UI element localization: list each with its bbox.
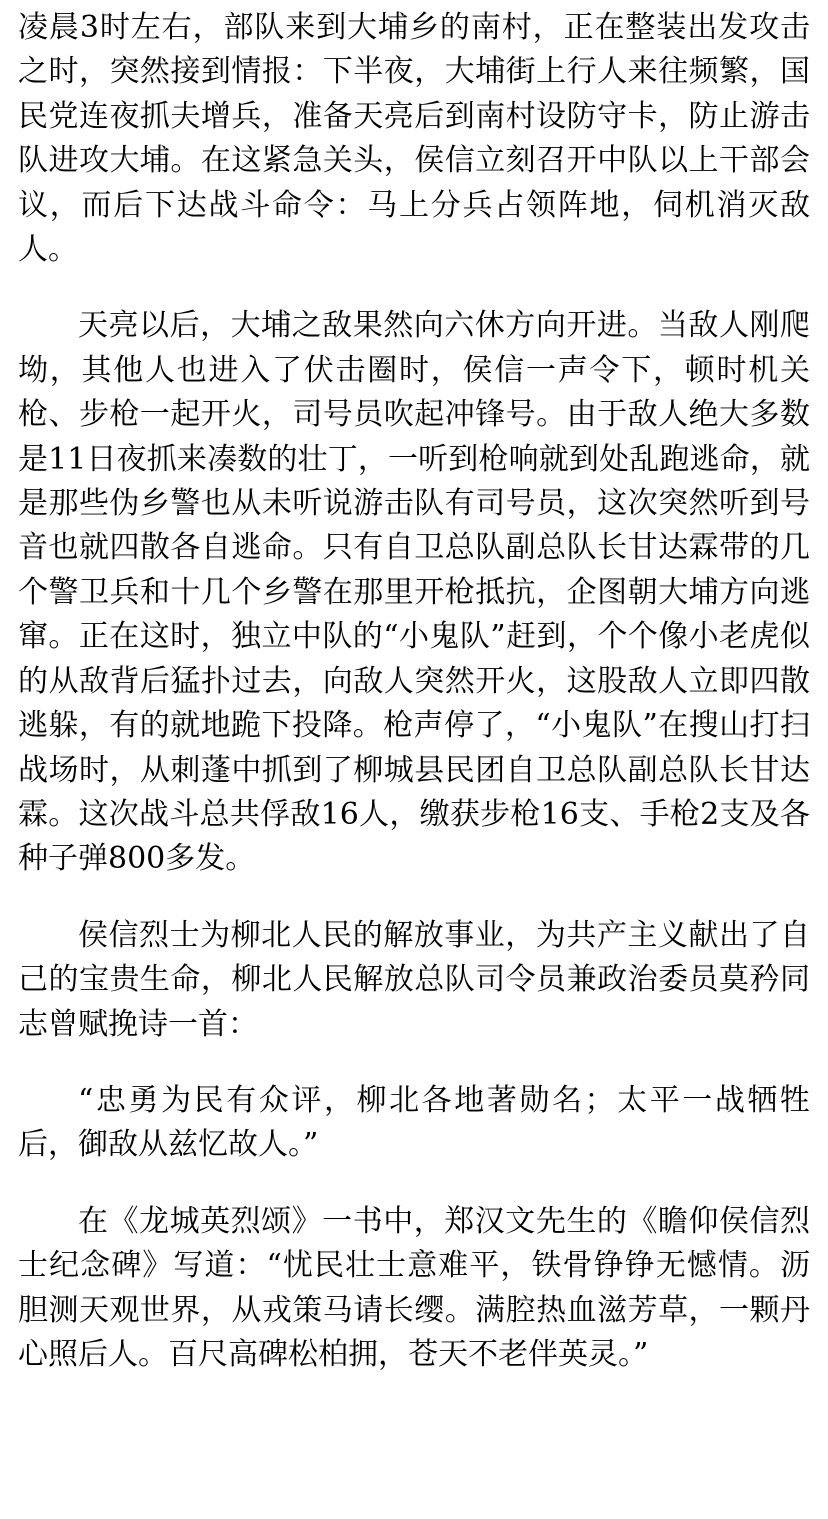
paragraph-5: 在《龙城英烈颂》一书中，郑汉文先生的《瞻仰侯信烈士纪念碑》写道：“忧民壮士意难平，铁骨铮铮无憾情。沥胆测天观世界，从戎策马请长缨。满腔热血滋芳草，一颗丹心照后人。百尺高碑松柏拥，苍天不老伴英灵。” (18, 1203, 810, 1372)
article-body (18, 6, 810, 1409)
paragraph-1: 凌晨3时左右，部队来到大埔乡的南村，正在整装出发攻击之时，突然接到情报：下半夜，大埔街上行人来往频繁，国民党连夜抓夫增兵，准备天亮后到南村设防守卡，防止游击队进攻大埔。在这紧急关头，侯信立刻召开中队以上干部会议，而后下达战斗命令：马上分兵占领阵地，伺机消灭敌人。 (18, 10, 810, 268)
paragraph-2: 天亮以后，大埔之敌果然向六休方向开进。当敌人刚爬坳，其他人也进入了伏击圈时，侯信一声令下，顿时机关枪、步枪一起开火，司号员吹起冲锋号。由于敌人绝大多数是11日夜抓来凑数的壮丁，一听到枪响就到处乱跑逃命，就是那些伪乡警也从未听说游击队有司号员，这次突然听到号音也就四散各自逃命。只有自卫总队副总队长甘达霖带的几个警卫兵和十几个乡警在那里开枪抵抗，企图朝大埔方向逃窜。正在这时，独立中队的“小鬼队”赶到，个个像小老虎似的从敌背后猛扑过去，向敌人突然开火，这股敌人立即四散逃躲，有的就地跪下投降。枪声停了，“小鬼队”在搜山打扫战场时，从刺蓬中抓到了柳城县民团自卫总队副总队长甘达霖。这次战斗总共俘敌16人，缴获步枪16支、手枪2支及各种子弹800多发。 (18, 308, 810, 877)
paragraph-3: 侯信烈士为柳北人民的解放事业，为共产主义献出了自己的宝贵生命，柳北人民解放总队司令员兼政治委员莫矜同志曾赋挽诗一首： (18, 917, 810, 1042)
paragraph-poem: “忠勇为民有众评，柳北各地著勋名；太平一战牺牲后，御敌从兹忆故人。” (18, 1082, 810, 1163)
